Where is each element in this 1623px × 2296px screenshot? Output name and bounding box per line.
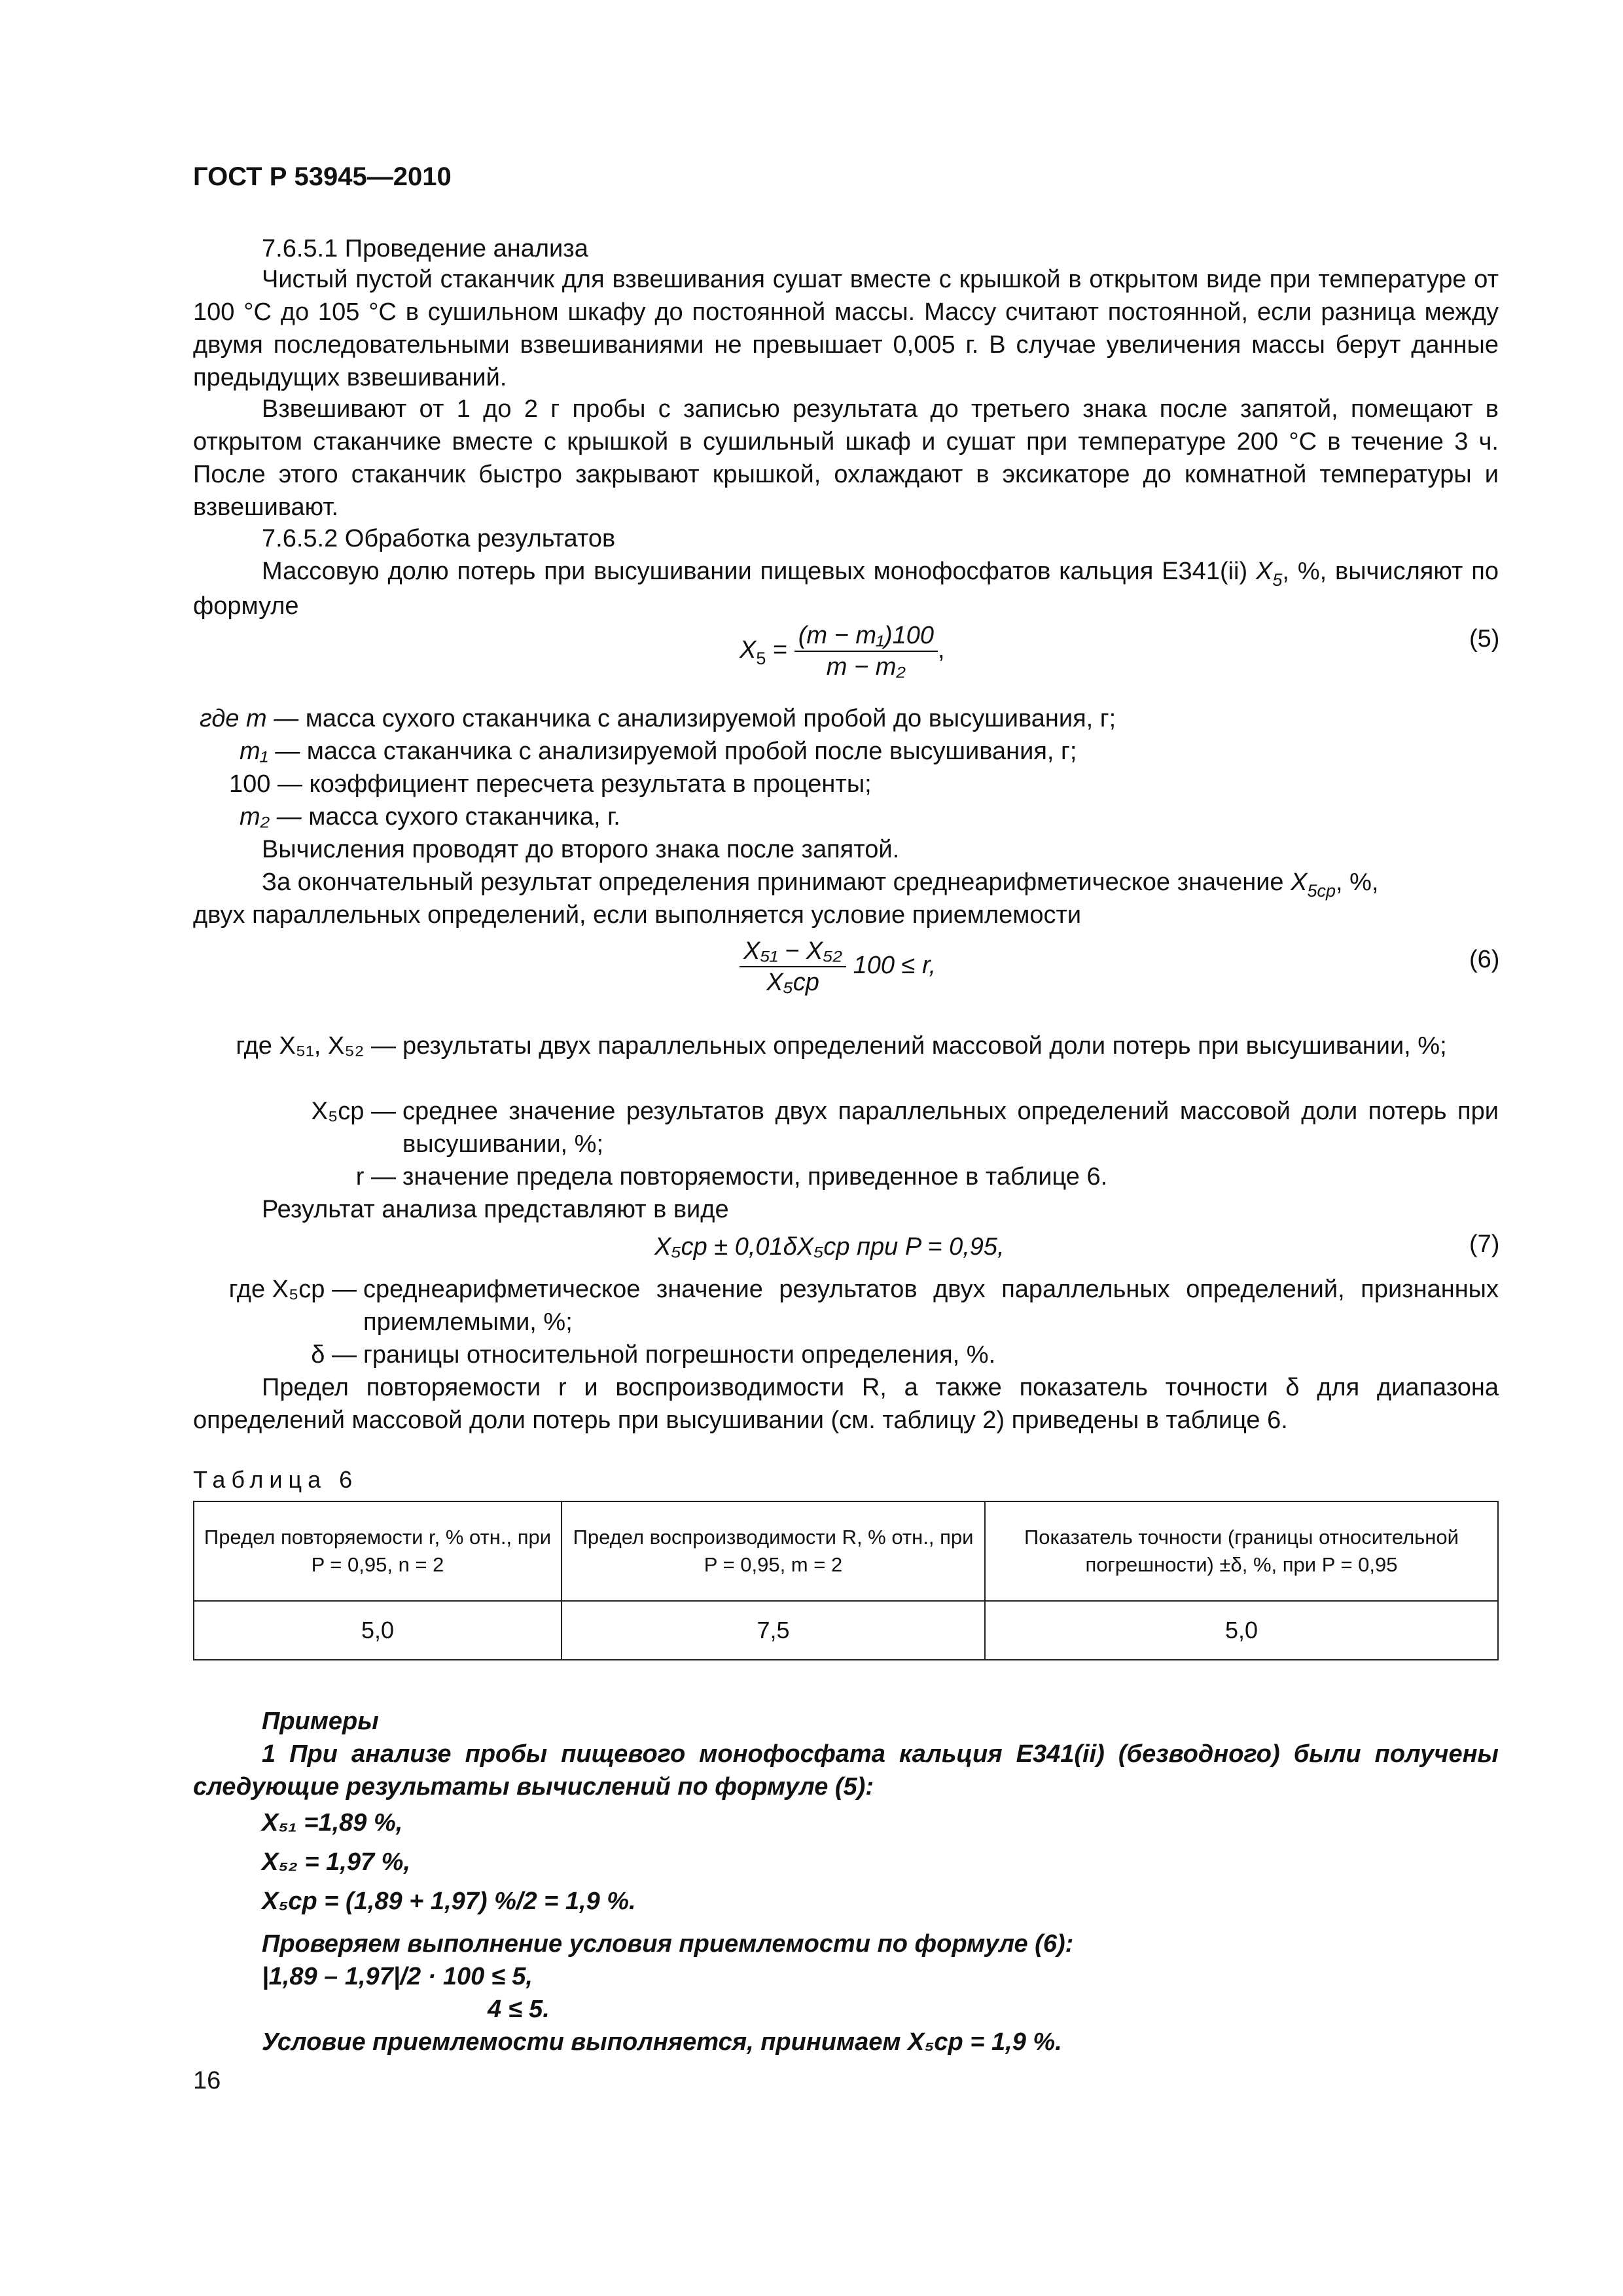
legend-desc: масса стаканчика с анализируемой пробой после высушивания, г;	[306, 738, 1077, 765]
paragraph-6: Результат анализа представляют в виде	[262, 1196, 729, 1223]
table-header-cell: Предел воспроизводимости R, % отн., при P = 0,95, m = 2	[562, 1501, 985, 1601]
legend6-term-2: X₅ср —	[311, 1098, 396, 1125]
f5-lhs: X	[740, 636, 757, 664]
f6-numerator: X₅₁ − X₅₂	[740, 936, 846, 967]
f5-eq: =	[766, 636, 794, 664]
paragraph-2: Взвешивают от 1 до 2 г пробы с записью результата до третьего знака после запятой, помещают в открытом стаканчике вместе с крышкой в сушильный шкаф и сушат при температуре 200 °С в течение 3 ч. После этого стаканчик быстро закрывают крышкой, охлаждают в эксикаторе до комнатной температуры и взвешивают.	[193, 395, 1499, 521]
legend-desc: масса сухого стаканчика, г.	[308, 803, 620, 831]
table-caption: Таблица 6	[193, 1466, 359, 1493]
legend5-row-3	[229, 768, 872, 800]
example-x5cp: X₅ср = (1,89 + 1,97) %/2 = 1,9 %.	[262, 1888, 636, 1915]
formula-7: X₅ср ± 0,01δX₅ср при P = 0,95,	[654, 1233, 1005, 1261]
table-6	[193, 1501, 1499, 1660]
table-cell: 7,5	[562, 1601, 985, 1660]
legend-desc: масса сухого стаканчика с анализируемой пробой до высушивания, г;	[305, 705, 1116, 732]
section-7651-title: 7.6.5.1 Проведение анализа	[262, 235, 588, 262]
table-cell: 5,0	[194, 1601, 562, 1660]
legend6-desc-1: результаты двух параллельных определений массовой доли потерь при высушивании, %;	[402, 1032, 1447, 1060]
example-x51: X₅₁ =1,89 %,	[262, 1809, 403, 1837]
formula-6	[740, 936, 936, 997]
legend5-row-4	[240, 800, 620, 833]
table-row	[194, 1601, 1498, 1660]
example-conclusion: Условие приемлемости выполняется, принимаем X₅ср = 1,9 %.	[262, 2028, 1062, 2056]
legend7-term-2: δ —	[311, 1341, 357, 1369]
table-header-row	[194, 1501, 1498, 1601]
f6-tail: 100 ≤ r,	[846, 952, 936, 980]
legend7-term-1: где X₅ср —	[228, 1276, 357, 1303]
legend-term: m₂ —	[240, 803, 302, 831]
legend-desc: коэффициент пересчета результата в проценты;	[309, 770, 872, 798]
formula-5-number: (5)	[1469, 625, 1500, 653]
legend-term: 100 —	[229, 770, 302, 798]
p5-text-b: , %,	[1336, 869, 1379, 896]
legend7-desc-1: среднеарифметическое значение результатов двух параллельных определений, признанных приемлемыми, %;	[363, 1276, 1499, 1336]
p3-x5: $X_5$	[1256, 558, 1283, 590]
legend5-row-2	[240, 735, 1077, 768]
p3-text-b: , %, вычисляют по формуле	[193, 558, 1499, 620]
f6-fraction	[740, 936, 846, 997]
paragraph-5-line2: двух параллельных определений, если выполняется условие приемлемости	[193, 901, 1082, 929]
formula-5	[740, 620, 945, 682]
table-cell: 5,0	[985, 1601, 1498, 1660]
paragraph-4: Вычисления проводят до второго знака после запятой.	[262, 836, 900, 863]
p5-x5cp: $X_{5ср}$	[1291, 869, 1336, 901]
f5-tail: ,	[938, 636, 945, 664]
legend-term: где m —	[200, 705, 299, 732]
f5-denominator: m − m₂	[826, 653, 906, 681]
section-7652-title: 7.6.5.2 Обработка результатов	[262, 525, 616, 552]
legend6-term-3: r —	[355, 1163, 396, 1191]
formula-6-number: (6)	[1469, 946, 1500, 973]
paragraph-5-line1	[262, 866, 1379, 901]
f6-denominator: X₅ср	[766, 969, 819, 996]
table-header-cell: Предел повторяемости r, % отн., при P = 0,95, n = 2	[194, 1501, 562, 1601]
document-header: ГОСТ Р 53945—2010	[193, 162, 452, 191]
example-x52: X₅₂ = 1,97 %,	[262, 1848, 411, 1876]
f5-numerator: (m − m₁)100	[794, 620, 938, 652]
f5-lhs-sub: 5	[756, 649, 766, 669]
legend6-desc-2: среднее значение результатов двух параллельных определений массовой доли потерь при высушивании, %;	[402, 1098, 1499, 1158]
example-calc-2: 4 ≤ 5.	[488, 1996, 550, 2023]
example-calc-1: |1,89 – 1,97|/2 · 100 ≤ 5,	[262, 1963, 533, 1990]
legend7-desc-2: границы относительной погрешности определения, %.	[363, 1341, 996, 1369]
legend6-desc-3: значение предела повторяемости, приведенное в таблице 6.	[402, 1163, 1108, 1191]
f5-fraction	[794, 620, 938, 682]
legend-term: m₁ —	[240, 738, 300, 765]
formula-7-number: (7)	[1469, 1230, 1500, 1258]
examples-title: Примеры	[262, 1708, 379, 1735]
table-header-cell: Показатель точности (границы относительной погрешности) ±δ, %, при P = 0,95	[985, 1501, 1498, 1601]
example-1: 1 При анализе пробы пищевого монофосфата кальция Е341(ii) (безводного) были получены следующие результаты вычислений по формуле (5):	[193, 1740, 1499, 1801]
p3-text-a: Массовую долю потерь при высушивании пищевых монофосфатов кальция Е341(ii)	[262, 558, 1257, 585]
example-check: Проверяем выполнение условия приемлемости по формуле (6):	[262, 1930, 1074, 1958]
legend6-term-1: где X₅₁, X₅₂ —	[236, 1032, 396, 1060]
page-number: 16	[193, 2067, 221, 2094]
p5-text-a: За окончательный результат определения принимают среднеарифметическое значение	[262, 869, 1291, 896]
legend5-row-1	[200, 702, 1116, 735]
paragraph-3	[193, 555, 1499, 622]
paragraph-1: Чистый пустой стаканчик для взвешивания сушат вместе с крышкой в открытом виде при температуре от 100 °С до 105 °С в сушильном шкафу до постоянной массы. Массу считают постоянной, если разница между двумя последовательными взвешиваниями не превышает 0,005 г. В случае увеличения массы берут данные предыдущих взвешиваний.	[193, 266, 1499, 391]
paragraph-7: Предел повторяемости r и воспроизводимости R, а также показатель точности δ для диапазона определений массовой доли потерь при высушивании (см. таблицу 2) приведены в таблице 6.	[193, 1374, 1499, 1434]
